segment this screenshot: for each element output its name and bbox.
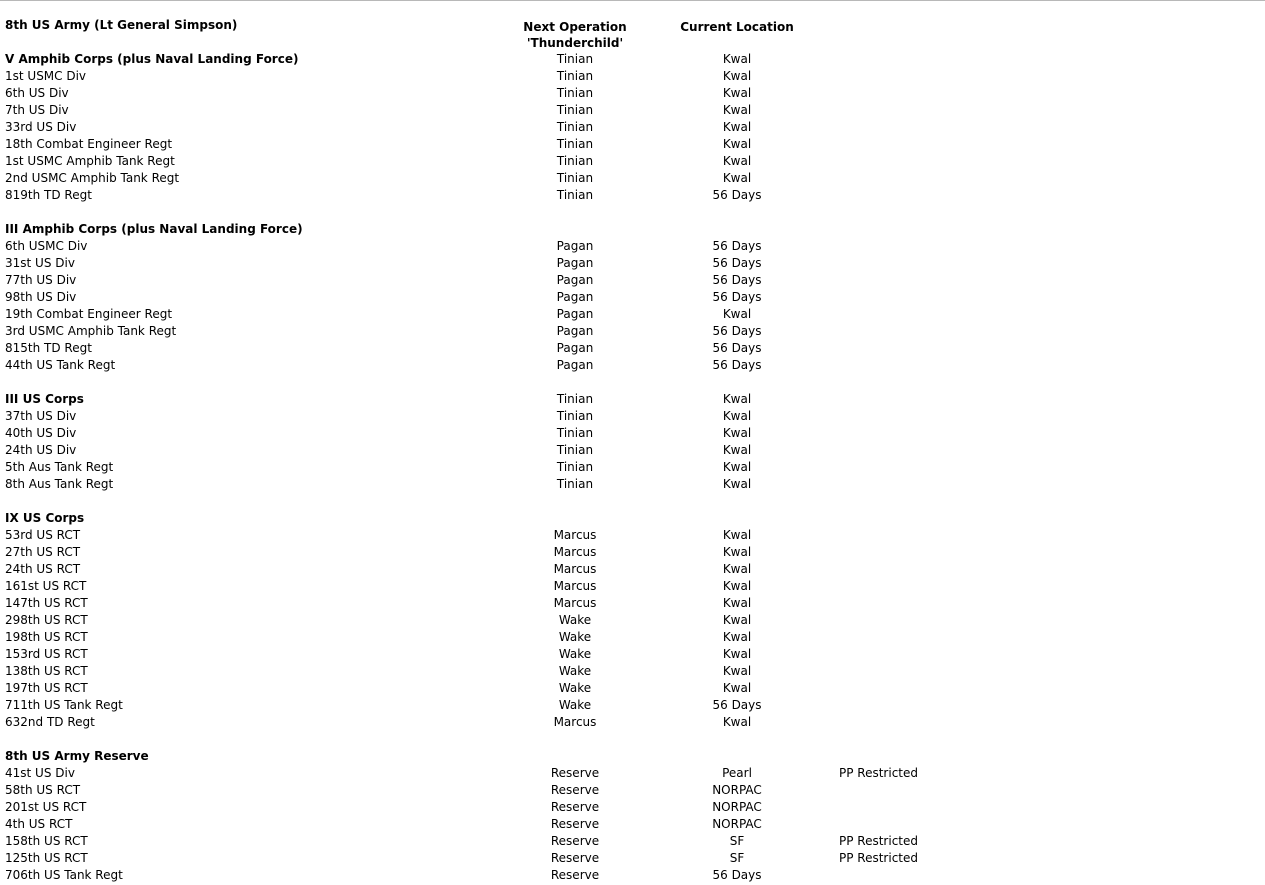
table-row	[0, 646, 1265, 663]
note-cell	[839, 153, 1039, 170]
current-location-cell: Kwal	[722, 154, 752, 168]
table-row	[0, 612, 1265, 629]
table-row	[0, 816, 1265, 833]
current-location-cell: Kwal	[722, 52, 752, 66]
next-operation-cell: Pagan	[556, 307, 594, 321]
note-cell	[839, 680, 1039, 697]
table-row	[0, 833, 1265, 850]
table-row	[0, 238, 1265, 255]
current-location-cell: NORPAC	[712, 817, 762, 831]
note-cell	[839, 323, 1039, 340]
note-cell	[839, 527, 1039, 544]
next-operation-cell: Reserve	[550, 783, 600, 797]
next-operation-cell: Marcus	[553, 528, 597, 542]
current-location-cell: 56 Days	[712, 290, 762, 304]
current-location-cell	[667, 221, 807, 238]
next-operation-cell: Tinian	[556, 460, 594, 474]
next-operation-cell: Reserve	[550, 766, 600, 780]
unit-name-cell: 706th US Tank Regt	[5, 868, 123, 882]
note-cell: PP Restricted	[839, 851, 918, 865]
unit-name-cell: V Amphib Corps (plus Naval Landing Force)	[5, 52, 299, 66]
table-row	[0, 255, 1265, 272]
unit-name-cell: 6th US Div	[5, 86, 69, 100]
current-location-cell: Kwal	[722, 630, 752, 644]
note-cell	[839, 595, 1039, 612]
unit-name-cell: 147th US RCT	[5, 596, 88, 610]
note-cell	[839, 612, 1039, 629]
table-row	[0, 867, 1265, 884]
table-row	[0, 170, 1265, 187]
next-operation-cell: Wake	[558, 681, 592, 695]
next-operation-cell: Marcus	[553, 596, 597, 610]
unit-name-cell: 1st USMC Div	[5, 69, 87, 83]
unit-name-cell: 711th US Tank Regt	[5, 698, 123, 712]
note-cell	[839, 85, 1039, 102]
next-operation-cell: Tinian	[556, 103, 594, 117]
unit-name-cell: 40th US Div	[5, 426, 77, 440]
next-operation-cell: Tinian	[556, 69, 594, 83]
blank-row	[0, 493, 1265, 510]
unit-name-cell: 819th TD Regt	[5, 188, 92, 202]
table-row	[0, 714, 1265, 731]
table-row	[0, 765, 1265, 782]
table-row	[0, 476, 1265, 493]
next-operation-cell: Tinian	[556, 392, 594, 406]
unit-name-cell: 24th US Div	[5, 443, 77, 457]
table-row	[0, 629, 1265, 646]
blank-row	[0, 204, 1265, 221]
current-location-cell: Kwal	[722, 307, 752, 321]
note-cell	[839, 799, 1039, 816]
current-location-cell: Kwal	[722, 647, 752, 661]
unit-name-cell: 8th Aus Tank Regt	[5, 477, 114, 491]
unit-name-cell: 197th US RCT	[5, 681, 88, 695]
current-location-cell: Kwal	[722, 137, 752, 151]
table-row	[0, 527, 1265, 544]
table-row	[0, 357, 1265, 374]
note-cell	[839, 119, 1039, 136]
next-operation-cell: Reserve	[550, 868, 600, 882]
note-cell	[839, 561, 1039, 578]
unit-name-cell: 8th US Army Reserve	[5, 749, 149, 763]
note-cell	[839, 629, 1039, 646]
next-operation-cell: Pagan	[556, 341, 594, 355]
table-row	[0, 799, 1265, 816]
table-row	[0, 595, 1265, 612]
group-header-row	[0, 748, 1265, 765]
next-operation-cell: Marcus	[553, 579, 597, 593]
note-cell	[839, 646, 1039, 663]
table-row	[0, 119, 1265, 136]
next-operation-cell: Tinian	[556, 443, 594, 457]
unit-name-cell: 153rd US RCT	[5, 647, 88, 661]
unit-name-cell: 201st US RCT	[5, 800, 87, 814]
table-row	[0, 442, 1265, 459]
unit-name-cell: 632nd TD Regt	[5, 715, 95, 729]
current-location-cell: Kwal	[722, 715, 752, 729]
current-location-cell: Kwal	[722, 171, 752, 185]
next-operation-cell	[505, 221, 645, 238]
next-operation-cell: Tinian	[556, 171, 594, 185]
unit-name-cell: 77th US Div	[5, 273, 77, 287]
next-operation-cell: Marcus	[553, 715, 597, 729]
unit-name-cell: 44th US Tank Regt	[5, 358, 116, 372]
current-location-cell: Kwal	[722, 409, 752, 423]
current-location-cell: Kwal	[722, 681, 752, 695]
unit-name-cell: 3rd USMC Amphib Tank Regt	[5, 324, 177, 338]
next-operation-cell: Reserve	[550, 851, 600, 865]
next-operation-cell: Wake	[558, 630, 592, 644]
note-cell	[839, 697, 1039, 714]
next-operation-cell: Tinian	[556, 86, 594, 100]
unit-name-cell: 24th US RCT	[5, 562, 81, 576]
next-operation-cell: Tinian	[556, 52, 594, 66]
note-cell	[839, 544, 1039, 561]
table-row	[0, 782, 1265, 799]
next-operation-cell: Reserve	[550, 817, 600, 831]
note-cell	[839, 425, 1039, 442]
table-row	[0, 697, 1265, 714]
next-operation-cell	[505, 748, 645, 765]
group-header-row	[0, 221, 1265, 238]
note-cell	[839, 51, 1039, 68]
current-location-cell: 56 Days	[712, 273, 762, 287]
army-title: 8th US Army (Lt General Simpson)	[5, 18, 238, 32]
note-cell	[839, 187, 1039, 204]
table-row	[0, 85, 1265, 102]
table-row	[0, 340, 1265, 357]
unit-name-cell: 6th USMC Div	[5, 239, 88, 253]
table-row	[0, 289, 1265, 306]
current-location-cell: 56 Days	[712, 341, 762, 355]
table-row	[0, 408, 1265, 425]
next-operation-cell: Marcus	[553, 562, 597, 576]
note-cell	[839, 459, 1039, 476]
next-operation-cell: Tinian	[556, 120, 594, 134]
unit-name-cell: 27th US RCT	[5, 545, 81, 559]
next-operation-cell: Wake	[558, 613, 592, 627]
note-cell	[839, 272, 1039, 289]
unit-name-cell: 58th US RCT	[5, 783, 81, 797]
next-operation-cell: Reserve	[550, 800, 600, 814]
current-location-cell: Kwal	[722, 443, 752, 457]
note-cell: PP Restricted	[839, 834, 918, 848]
table-row	[0, 544, 1265, 561]
note-cell	[839, 782, 1039, 799]
note-cell	[839, 136, 1039, 153]
current-location-cell: 56 Days	[712, 358, 762, 372]
current-location-cell: SF	[729, 834, 745, 848]
note-cell	[839, 68, 1039, 85]
note-cell	[839, 170, 1039, 187]
current-location-cell: Kwal	[722, 477, 752, 491]
current-location-cell: Kwal	[722, 596, 752, 610]
current-location-cell: NORPAC	[712, 783, 762, 797]
current-location-cell: Kwal	[722, 426, 752, 440]
current-location-cell: Kwal	[722, 120, 752, 134]
unit-name-cell: 19th Combat Engineer Regt	[5, 307, 173, 321]
table-row	[0, 102, 1265, 119]
next-operation-cell: Pagan	[556, 273, 594, 287]
current-location-cell: 56 Days	[712, 868, 762, 882]
note-cell: PP Restricted	[839, 766, 918, 780]
note-cell	[839, 306, 1039, 323]
table-row	[0, 663, 1265, 680]
current-location-cell: 56 Days	[712, 239, 762, 253]
current-location-cell: Kwal	[722, 613, 752, 627]
note-cell	[839, 357, 1039, 374]
unit-name-cell: 158th US RCT	[5, 834, 88, 848]
table-row	[0, 136, 1265, 153]
note-cell	[839, 816, 1039, 833]
current-location-cell: 56 Days	[712, 324, 762, 338]
unit-name-cell: III Amphib Corps (plus Naval Landing Force)	[5, 222, 303, 236]
note-cell	[839, 663, 1039, 680]
unit-name-cell: IX US Corps	[5, 511, 85, 525]
current-location-cell	[667, 510, 807, 527]
unit-name-cell: 5th Aus Tank Regt	[5, 460, 114, 474]
next-operation-cell: Pagan	[556, 290, 594, 304]
unit-name-cell: 33rd US Div	[5, 120, 77, 134]
table-row	[0, 561, 1265, 578]
note-cell	[839, 255, 1039, 272]
unit-name-cell: 7th US Div	[5, 103, 69, 117]
unit-name-cell: 53rd US RCT	[5, 528, 81, 542]
next-operation-cell: Tinian	[556, 137, 594, 151]
note-cell	[839, 510, 1039, 527]
table-row	[0, 272, 1265, 289]
table-row	[0, 680, 1265, 697]
next-operation-header	[505, 19, 645, 51]
next-operation-cell: Wake	[558, 647, 592, 661]
note-cell	[839, 221, 1039, 238]
table-row	[0, 68, 1265, 85]
table-row	[0, 578, 1265, 595]
next-operation-header-line2: 'Thunderchild'	[526, 36, 624, 50]
current-location-header: Current Location	[680, 20, 794, 34]
unit-name-cell: 298th US RCT	[5, 613, 88, 627]
unit-name-cell: 98th US Div	[5, 290, 77, 304]
unit-name-cell: 18th Combat Engineer Regt	[5, 137, 173, 151]
table-row	[0, 187, 1265, 204]
next-operation-cell: Pagan	[556, 358, 594, 372]
next-operation-cell: Wake	[558, 698, 592, 712]
group-header-row	[0, 391, 1265, 408]
table-row	[0, 425, 1265, 442]
next-operation-cell: Pagan	[556, 324, 594, 338]
note-cell	[839, 340, 1039, 357]
table-row	[0, 323, 1265, 340]
group-header-row	[0, 510, 1265, 527]
next-operation-cell: Pagan	[556, 256, 594, 270]
table-row	[0, 153, 1265, 170]
next-operation-cell: Marcus	[553, 545, 597, 559]
next-operation-cell: Pagan	[556, 239, 594, 253]
unit-name-cell: 125th US RCT	[5, 851, 88, 865]
next-operation-cell: Tinian	[556, 426, 594, 440]
unit-name-cell: 4th US RCT	[5, 817, 73, 831]
current-location-cell: Kwal	[722, 103, 752, 117]
note-cell	[839, 442, 1039, 459]
note-cell	[839, 391, 1039, 408]
note-cell	[839, 289, 1039, 306]
current-location-cell: Pearl	[722, 766, 752, 780]
current-location-cell	[667, 748, 807, 765]
current-location-cell: 56 Days	[712, 188, 762, 202]
note-cell	[839, 102, 1039, 119]
unit-name-cell: 41st US Div	[5, 766, 75, 780]
next-operation-cell: Wake	[558, 664, 592, 678]
current-location-cell: Kwal	[722, 69, 752, 83]
top-border-line	[0, 0, 1265, 1]
current-location-cell: Kwal	[722, 664, 752, 678]
unit-name-cell: III US Corps	[5, 392, 84, 406]
next-operation-header-line1: Next Operation	[523, 20, 627, 34]
current-location-cell: 56 Days	[712, 698, 762, 712]
next-operation-cell: Tinian	[556, 188, 594, 202]
next-operation-cell: Tinian	[556, 477, 594, 491]
note-cell	[839, 408, 1039, 425]
current-location-cell: Kwal	[722, 579, 752, 593]
blank-row	[0, 374, 1265, 391]
table-row	[0, 850, 1265, 867]
current-location-cell: Kwal	[722, 562, 752, 576]
current-location-cell: Kwal	[722, 86, 752, 100]
note-cell	[839, 714, 1039, 731]
current-location-cell: Kwal	[722, 545, 752, 559]
next-operation-cell: Tinian	[556, 409, 594, 423]
unit-name-cell: 815th TD Regt	[5, 341, 92, 355]
next-operation-cell	[505, 510, 645, 527]
current-location-cell: NORPAC	[712, 800, 762, 814]
current-location-cell: SF	[729, 851, 745, 865]
table-row	[0, 306, 1265, 323]
next-operation-cell: Reserve	[550, 834, 600, 848]
unit-name-cell: 198th US RCT	[5, 630, 88, 644]
current-location-cell: 56 Days	[712, 256, 762, 270]
note-cell	[839, 867, 1039, 884]
group-header-row	[0, 51, 1265, 68]
note-cell	[839, 238, 1039, 255]
note-cell	[839, 476, 1039, 493]
unit-name-cell: 1st USMC Amphib Tank Regt	[5, 154, 175, 168]
unit-name-cell: 138th US RCT	[5, 664, 88, 678]
unit-name-cell: 37th US Div	[5, 409, 77, 423]
blank-row	[0, 731, 1265, 748]
unit-name-cell: 161st US RCT	[5, 579, 87, 593]
current-location-cell: Kwal	[722, 528, 752, 542]
unit-name-cell: 31st US Div	[5, 256, 75, 270]
next-operation-cell: Tinian	[556, 154, 594, 168]
note-cell	[839, 578, 1039, 595]
note-cell	[839, 748, 1039, 765]
current-location-cell: Kwal	[722, 460, 752, 474]
current-location-cell: Kwal	[722, 392, 752, 406]
table-row	[0, 459, 1265, 476]
unit-name-cell: 2nd USMC Amphib Tank Regt	[5, 171, 180, 185]
